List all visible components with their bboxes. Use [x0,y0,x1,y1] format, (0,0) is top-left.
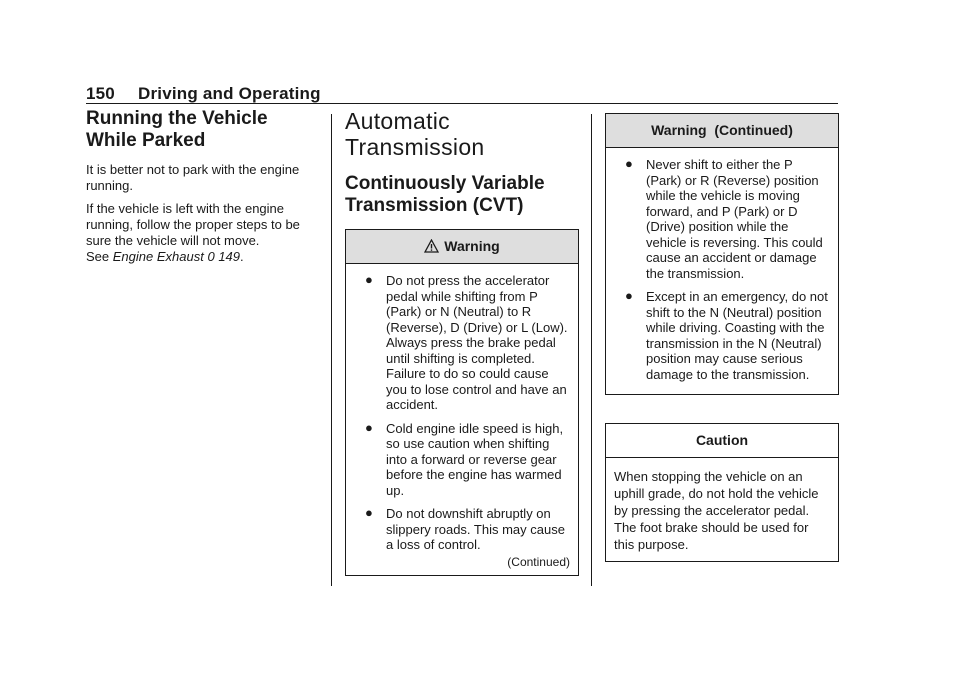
warning-body [346,264,578,575]
bullet-marker: ● [365,419,373,435]
warning-continued-bullet-2 [614,289,830,382]
warning-header [346,230,578,264]
title-line-1: Automatic [345,108,450,134]
column-running-parked [86,108,318,272]
warning-continued-box [605,113,839,395]
engine-exhaust-link-text: Engine Exhaust [112,249,204,264]
bullet-text: Cold engine idle speed is high, so use caution when shifting into a forward or reverse gear before the engine has warmed up. [386,420,564,498]
engine-exhaust-link[interactable] [113,249,240,264]
sub-line-2: Transmission (CVT) [345,195,524,216]
bullet-marker: ● [365,505,373,520]
see-suffix: . [240,249,244,264]
bullet-marker: ● [625,288,633,303]
see-prefix: See [86,249,110,264]
section-title: Driving and Operating [138,84,321,103]
column-warning-continued [605,113,839,562]
heading-line-1: Running the Vehicle [86,108,268,129]
subsection-heading-cvt [345,173,579,217]
warning-triangle-icon [424,232,439,265]
warning-continued-body [606,148,838,394]
warning-continued-header: Warning (Continued) [606,114,838,148]
caution-text: When stopping the vehicle on an uphill grade, do not hold the vehicle by pressing the accelerator pedal. The foot brake should be used for this purpose. [614,469,819,552]
title-line-2: Transmission [345,134,485,160]
continued-label: (Continued) [507,554,570,569]
warning-box [345,229,579,576]
warning-bullet-3 [354,506,570,553]
page-reference-symbol: 0 [207,249,215,264]
bullet-text: Do not press the accelerator pedal while shifting from P (Park) or N (Neutral) to R (Reverse), D (Drive) or L (Low). Always press the brake pedal until shifting is completed. Failure to do so could cause you to lose control and have an accident. [386,273,568,412]
bullet-text: Do not downshift abruptly on slippery roads. This may cause a loss of control. [386,506,565,552]
heading-line-2: While Parked [86,130,206,151]
running-header [86,84,838,104]
warning-bullet-1 [354,273,570,413]
bullet-marker: ● [365,272,373,287]
paragraph-proper-steps [86,201,318,265]
page-number: 150 [86,84,115,103]
column-automatic-transmission [345,108,579,576]
caution-box [605,423,839,562]
bullet-text: Never shift to either the P (Park) or R (Reverse) position while the vehicle is moving forward, and P (Park) or D (Drive) position while the vehicle is reversing. This could cause an accident or damage the transmission. [646,157,823,281]
chapter-title [345,108,579,160]
paragraph-park-running: It is better not to park with the engine running. [86,162,300,193]
warning-bullet-2 [354,421,570,499]
column-divider-right [591,114,592,586]
sub-line-1: Continuously Variable [345,173,545,194]
warning-continued-bullet-1 [614,157,830,281]
section-heading-running-parked [86,108,318,152]
warning-title: Warning [444,238,500,254]
caution-header: Caution [606,424,838,458]
engine-exhaust-page: 149 [218,249,241,264]
column-divider-left [331,114,332,586]
paragraph-proper-steps-text: If the vehicle is left with the engine running, follow the proper steps to be sure the vehicle will not move. [86,201,300,248]
bullet-marker: ● [625,156,633,171]
header-rule [86,103,838,104]
bullet-text: Except in an emergency, do not shift to the N (Neutral) position while driving. Coasting with the transmission in the N (Neutral) position may cause serious damage to the transmission. [646,289,828,382]
